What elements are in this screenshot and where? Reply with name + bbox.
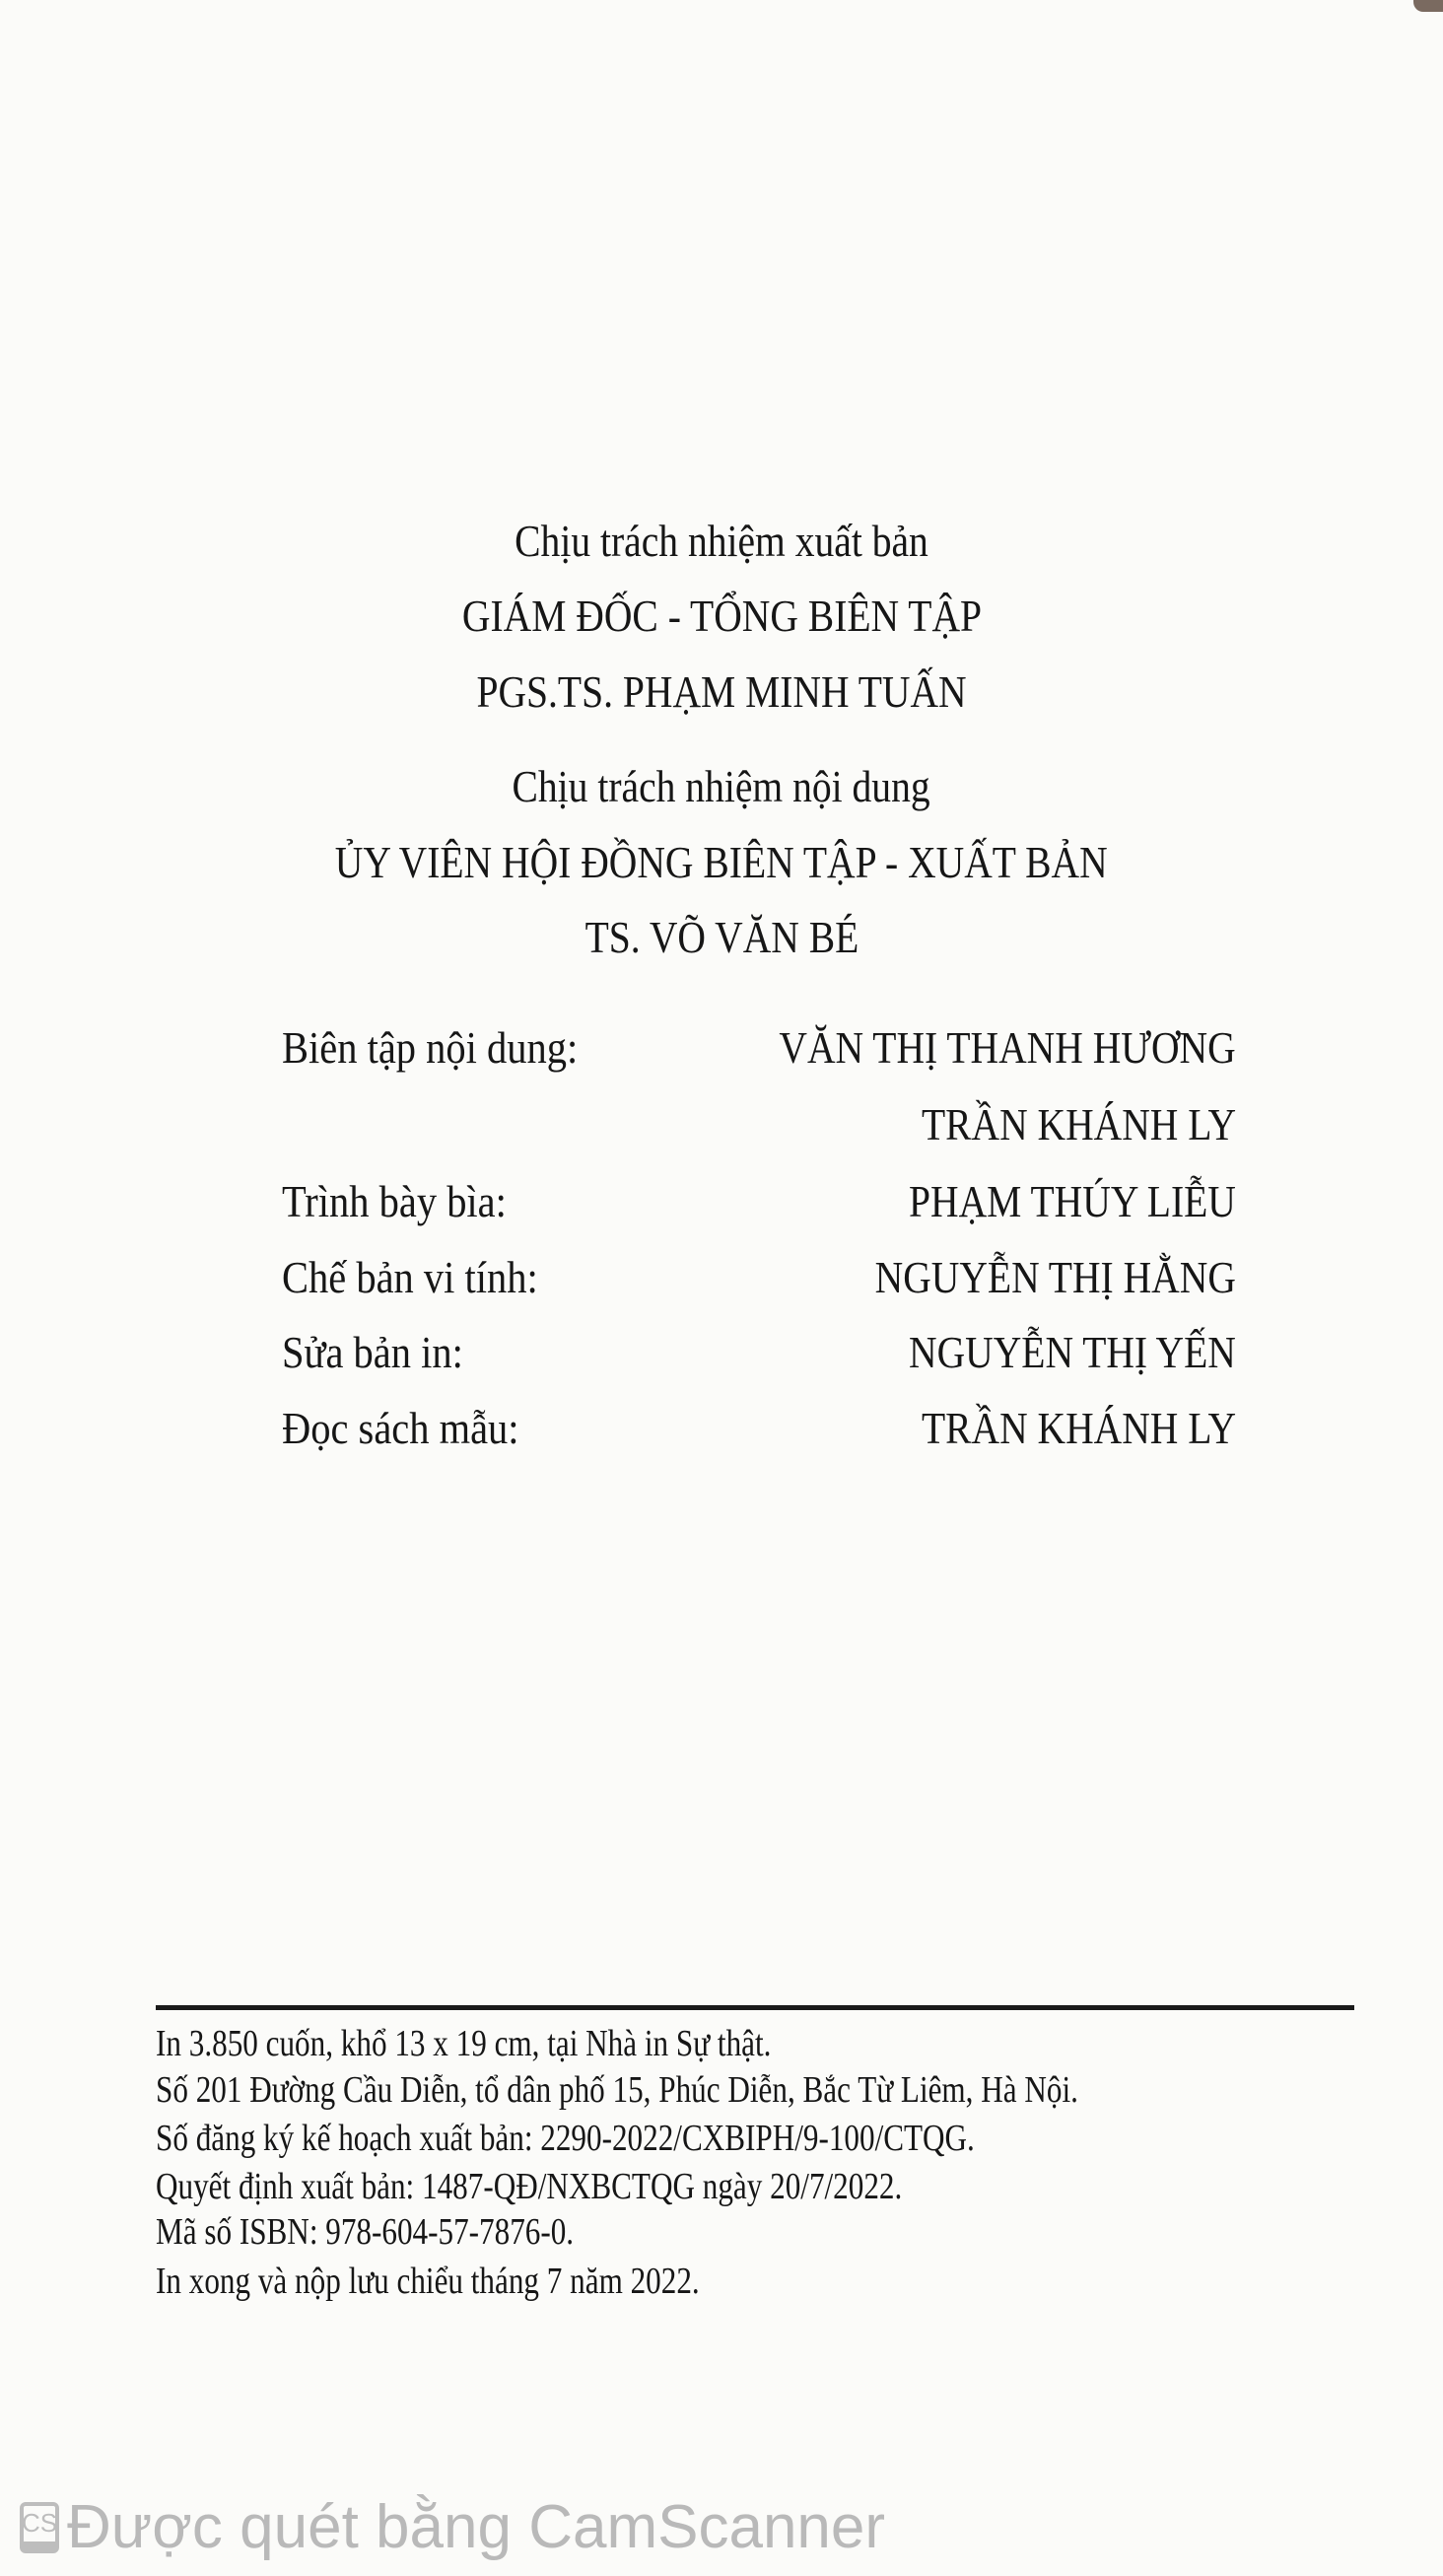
credit-row — [282, 1099, 1236, 1151]
content-responsible-name — [0, 912, 1443, 962]
credit-label: Sửa bản in: — [282, 1327, 463, 1377]
credit-label: Chế bản vi tính: — [282, 1252, 538, 1302]
content-responsibility-heading — [0, 761, 1443, 811]
publishing-responsibility-heading — [0, 516, 1443, 566]
credit-value: NGUYỄN THỊ HẰNG — [874, 1252, 1236, 1302]
title-text: GIÁM ĐỐC - TỔNG BIÊN TẬP — [461, 591, 982, 641]
watermark-text: Được quét bằng CamScanner — [67, 2493, 886, 2561]
credit-value: VĂN THỊ THANH HƯƠNG — [779, 1022, 1236, 1073]
credit-value: TRẦN KHÁNH LY — [921, 1099, 1236, 1149]
heading-text: Chịu trách nhiệm nội dung — [512, 761, 931, 811]
divider-rule — [156, 2005, 1354, 2010]
name-text: PGS.TS. PHẠM MINH TUẤN — [476, 666, 967, 717]
credit-value: NGUYỄN THỊ YẾN — [909, 1327, 1236, 1377]
imprint-line: In xong và nộp lưu chiểu tháng 7 năm 2022. — [156, 2261, 700, 2302]
credit-label: Trình bày bìa: — [282, 1176, 507, 1226]
imprint-line: In 3.850 cuốn, khổ 13 x 19 cm, tại Nhà in Sự thật. — [156, 2023, 772, 2064]
heading-text: Chịu trách nhiệm xuất bản — [515, 516, 928, 566]
camscanner-watermark — [20, 2492, 885, 2562]
content-board-title — [0, 837, 1443, 887]
credit-label: Biên tập nội dung: — [282, 1022, 579, 1073]
credit-label: Đọc sách mẫu: — [282, 1403, 519, 1453]
credit-row — [282, 1403, 1236, 1455]
credit-row — [282, 1176, 1236, 1228]
publishing-director-name — [0, 666, 1443, 717]
imprint-line: Số 201 Đường Cầu Diễn, tổ dân phố 15, Phúc Diễn, Bắc Từ Liêm, Hà Nội. — [156, 2069, 1078, 2111]
imprint-line: Quyết định xuất bản: 1487-QĐ/NXBCTQG ngày 20/7/2022. — [156, 2166, 903, 2207]
credit-row — [282, 1252, 1236, 1304]
publishing-director-title — [0, 593, 1443, 639]
imprint-line: Mã số ISBN: 978-604-57-7876-0. — [156, 2211, 575, 2253]
name-text: TS. VÕ VĂN BÉ — [584, 912, 859, 962]
credit-value: TRẦN KHÁNH LY — [921, 1403, 1236, 1453]
camscanner-logo-icon: CS — [20, 2502, 59, 2553]
imprint-line: Số đăng ký kế hoạch xuất bản: 2290-2022/CXBIPH/9-100/CTQG. — [156, 2118, 975, 2159]
credit-row — [282, 1022, 1236, 1075]
credit-row — [282, 1327, 1236, 1379]
page-corner-shadow — [1413, 0, 1443, 12]
credit-value: PHẠM THÚY LIỄU — [909, 1176, 1236, 1226]
title-text: ỦY VIÊN HỘI ĐỒNG BIÊN TẬP - XUẤT BẢN — [335, 837, 1108, 887]
